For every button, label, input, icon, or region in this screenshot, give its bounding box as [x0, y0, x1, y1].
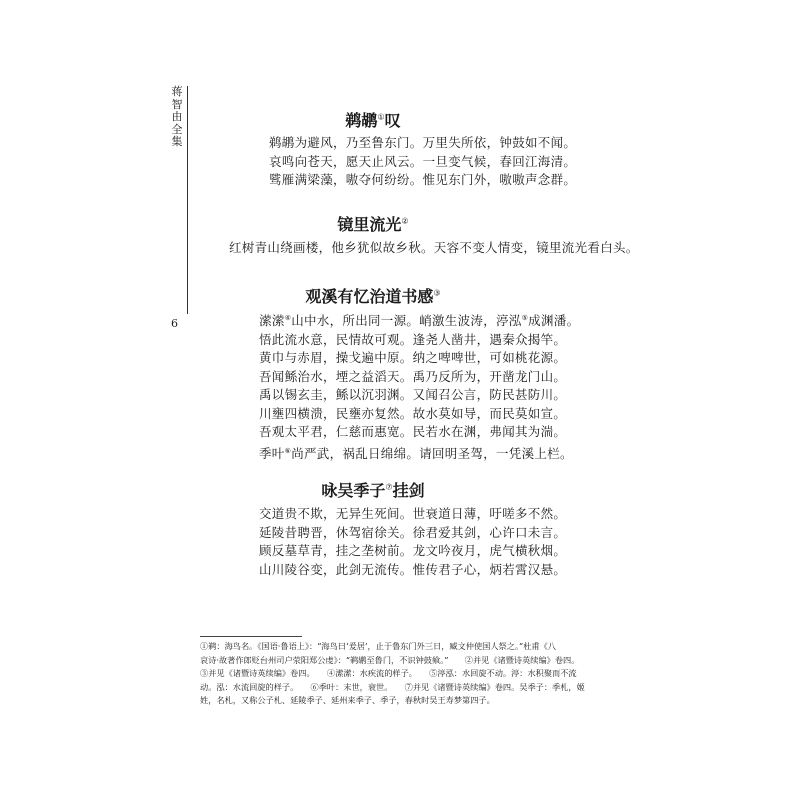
poem-title-text: 观溪有忆治道书感 [305, 287, 434, 306]
poem-line: 顾反墓草青，挂之垄树前。龙文吟夜月，虎气横秋烟。 [259, 543, 567, 558]
poem-title [188, 284, 558, 307]
footnote-line: ①鹈：海鸟名。《国语·鲁语上》：“海鸟曰‘爰居’，止于鲁东门外三日，臧文仲使国人祭之。”杜甫《八 [200, 641, 556, 651]
poem-title [188, 108, 558, 131]
poem-line: 黄巾与赤眉，操戈遍中原。纳之啤啤世，可如桃花源。 [259, 350, 567, 366]
poem-line: 川壅四横溃，民壅亦复然。故水莫如导，而民莫如宣。 [259, 405, 567, 421]
footnote-line: 哀诗·故著作郎贬台州司户荥阳郑公虔》：“鹈鹕至鲁门，不识钟鼓飨。” ②并见《诸暨诗英续编》卷四。 [200, 654, 580, 665]
poem-line: 吾闻鲧治水，堙之益滔天。禹乃反所为，开凿龙门山。 [259, 368, 567, 384]
poem-line: 延陵昔聘晋，休驾宿徐关。徐君爱其剑，心许口未言。 [259, 524, 567, 540]
poem-lines [229, 239, 639, 258]
footnote-ref: ① [377, 112, 385, 122]
footnote-line: ③并见《诸暨诗英续编》卷四。 ④潆潆：水疾流的样子。 ⑤渟泓：水回旋不动。渟：水积聚而不流 [200, 668, 577, 679]
poem-line: 鹈鹕为避风，乃至鲁东门。万里失所依，钟鼓如不闻。 [269, 135, 577, 150]
poem-line: 哀鸣向苍天，愿天止风云。一旦变气候，春回江海清。 [269, 153, 577, 169]
poem-title-text: 咏吴季子 [321, 481, 386, 500]
poem-line: 禹以锡玄圭，鲧以沉羽渊。又闻召公言，防民甚防川。 [259, 387, 567, 403]
footnotes [200, 640, 610, 708]
poem-title [188, 478, 558, 501]
footnote-line: 动。泓：水流回旋的样子。 ⑥季叶：末世，衰世。 ⑦并见《诸暨诗英续编》卷四。吴季子：季札，姬 [200, 681, 585, 692]
poem-line: 交道贵不欺，无异生死间。世衰道日薄，吁嗟多不然。 [259, 506, 567, 521]
footnote-ref: ⑤ [521, 314, 529, 322]
footnote-ref: ③ [433, 288, 441, 298]
poem-title-text: 镜里流光 [337, 215, 402, 234]
poem-line: 吾观太平君，仁慈而惠宽。民若水在渊，弗闻其为湍。 [259, 424, 567, 440]
poem-title-suffix: 挂剑 [392, 481, 425, 500]
poem-line: 红树青山绕画楼，他乡犹似故乡秋。天容不变人情变，镜里流光看白头。 [229, 240, 639, 255]
poem-line: 山川陵谷变，此剑无流传。惟传君子心，炳若霄汉悬。 [259, 561, 567, 577]
footnote-rule [200, 636, 302, 637]
poem-line: 季叶⑥尚严武，祸乱日绵绵。请回明圣驾，一凭溪上栏。 [259, 445, 573, 461]
poem-lines [259, 309, 579, 463]
footnote-ref: ④ [284, 314, 292, 322]
poem-lines [269, 134, 576, 190]
side-book-title: 蒋智由全集 [171, 85, 183, 148]
poem-title-suffix: 叹 [384, 111, 401, 130]
footnote-ref: ⑦ [385, 482, 393, 492]
poem-line: 潆潆④山中水，所出同一源。峭激生波涛，渟泓⑤成渊潘。 [259, 313, 580, 329]
poem-title-text: 鹈鹕 [345, 111, 378, 130]
footnote-ref: ② [401, 216, 409, 226]
poem-title [188, 212, 558, 235]
page-number: 6 [171, 317, 178, 330]
footnote-line: 姓，名札，又称公子札、延陵季子、延州来季子、季子，春秋时吴王寿梦第四子。 [200, 695, 495, 706]
footnote-ref: ⑥ [284, 446, 292, 455]
poem-line: 骘雁满梁藻，嗷夺何纷纷。惟见东门外，嗷嗷声念群。 [269, 172, 577, 187]
poem-line: 悟此流水意，民情故可观。逢尧人凿井，遇秦众揭竿。 [259, 331, 567, 347]
poem-lines [259, 505, 566, 579]
